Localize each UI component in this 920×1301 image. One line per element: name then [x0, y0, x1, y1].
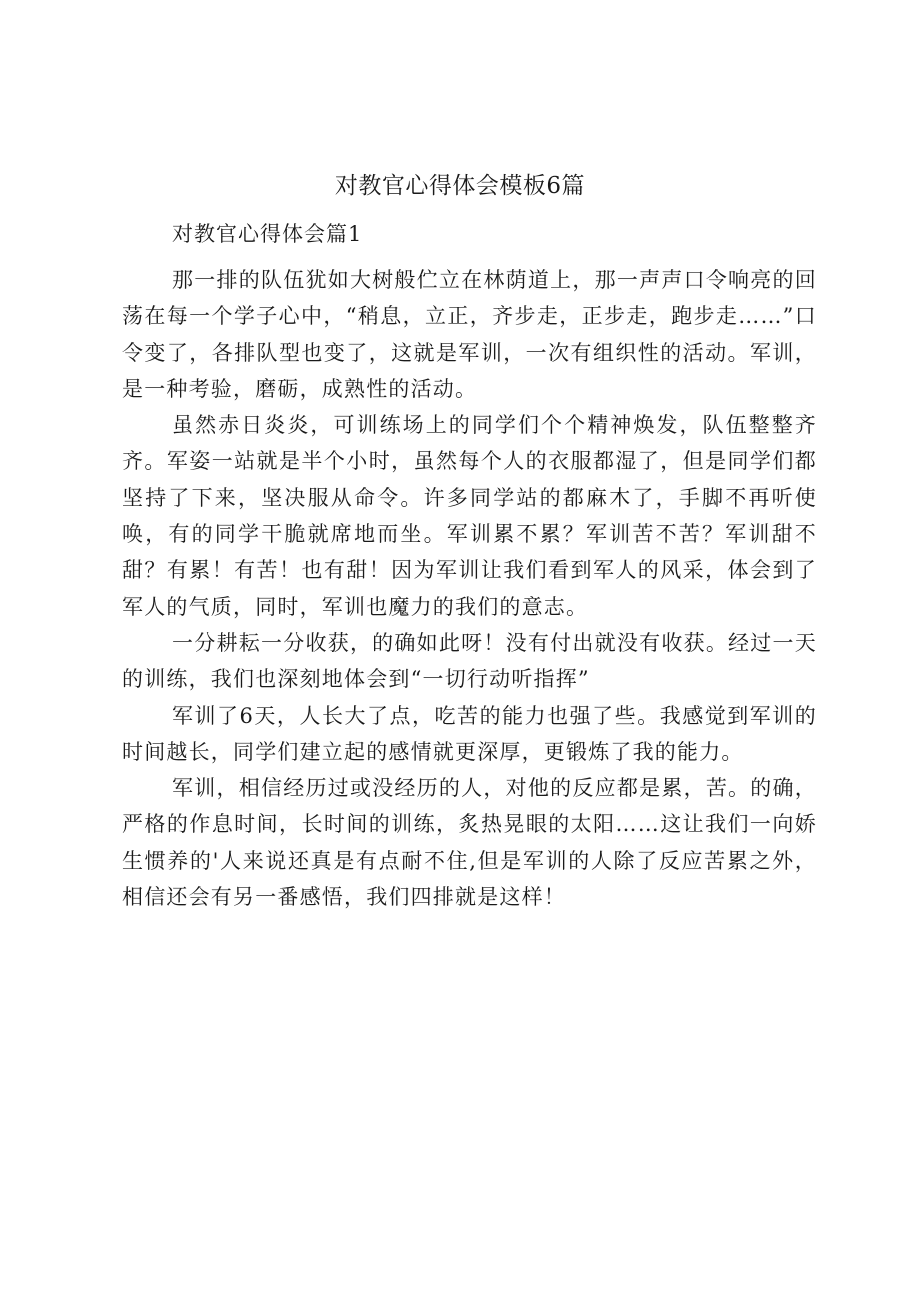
paragraph-4: 军训了6天，人长大了点，吃苦的能力也强了些。我感觉到军训的时间越长，同学们建立起的感情就更深厚，更锻炼了我的能力。 — [122, 703, 817, 764]
paragraph-3: 一分耕耘一分收获，的确如此呀！没有付出就没有收获。经过一天的训练，我们也深刻地体会到“一切行动听指挥” — [122, 630, 817, 692]
document-body — [122, 262, 817, 915]
document-title: 对教官心得体会模板6篇 — [334, 173, 586, 199]
paragraph-2: 虽然赤日炎炎，可训练场上的同学们个个精神焕发，队伍整整齐齐。军姿一站就是半个小时，虽然每个人的衣服都湿了，但是同学们都坚持了下来，坚决服从命令。许多同学站的都麻木了，手脚不再听使唤，有的同学干脆就席地而坐。军训累不累？军训苦不苦？军训甜不甜？有累！有苦！也有甜！因为军训让我们看到军人的风采，体会到了军人的气质，同时，军训也魔力的我们的意志。 — [122, 413, 817, 619]
paragraph-5: 军训，相信经历过或没经历的人，对他的反应都是累，苦。的确，严格的作息时间，长时间的训练，炙热晃眼的太阳……这让我们一向娇生惯养的'人来说还真是有点耐不住,但是军训的人除了反应苦累之外，相信还会有另一番感悟，我们四排就是这样！ — [122, 776, 817, 910]
paragraph-1: 那一排的队伍犹如大树般伫立在林荫道上，那一声声口令响亮的回荡在每一个学子心中，“稍息，立正，齐步走，正步走，跑步走……”口令变了，各排队型也变了，这就是军训，一次有组织性的活动。军训，是一种考验，磨砺，成熟性的活动。 — [122, 268, 817, 401]
section-heading: 对教官心得体会篇1 — [172, 222, 363, 246]
